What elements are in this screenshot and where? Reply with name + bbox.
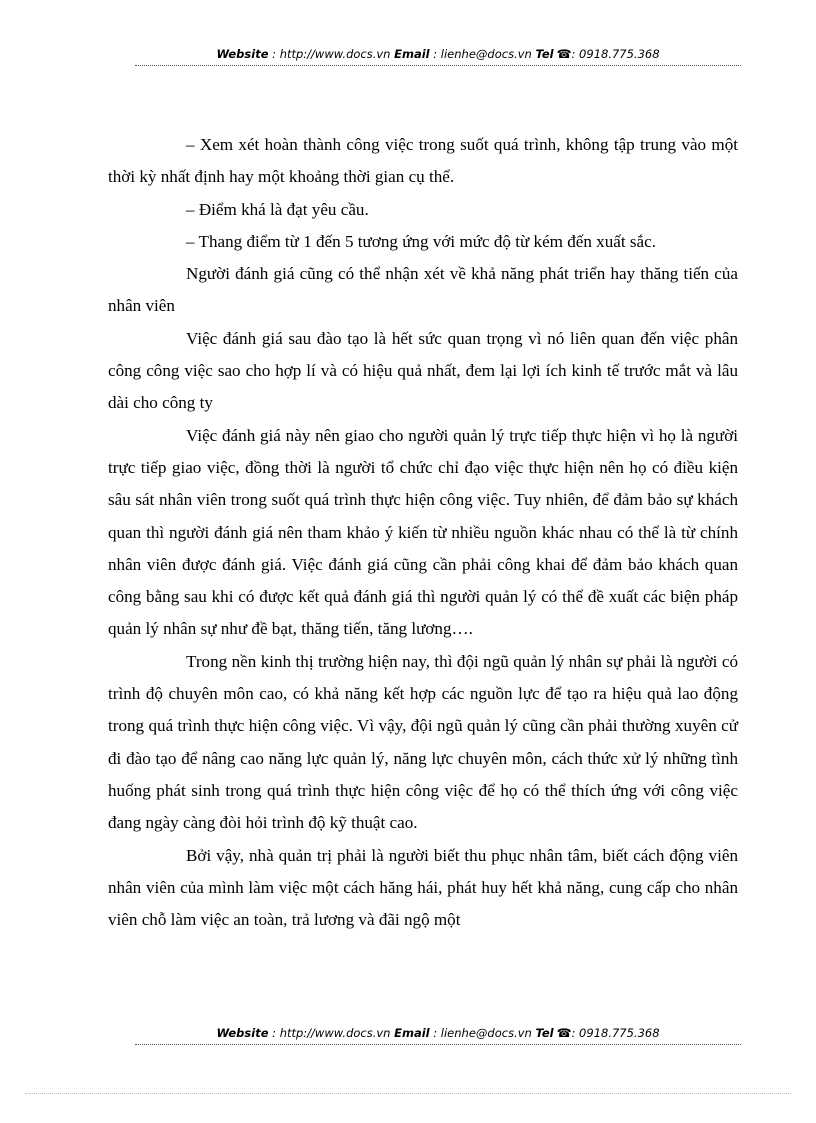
phone-icon: ☎ bbox=[556, 47, 572, 61]
paragraph: – Điểm khá là đạt yêu cầu. bbox=[186, 199, 369, 219]
paragraph: – Xem xét hoàn thành công việc trong suốt quá trình, không tập trung vào một thời kỳ nhất định hay một khoảng thời gian cụ thể. bbox=[108, 135, 738, 187]
paragraph: Trong nền kinh thị trường hiện nay, thì đội ngũ quản lý nhân sự phải là người có trình độ chuyên môn cao, có khả năng kết hợp các nguồn lực để tạo ra hiệu quả lao động trong quá trình thực hiện công việc. Vì vậy, đội ngũ quản lý cũng cần phải thường xuyên cử đi đào tạo để nâng cao năng lực quản lý, năng lực chuyên môn, cách thức xử lý những tình huống phát sinh trong quá trình thực hiện công việc để họ có thể thích ứng với công việc đang ngày càng đòi hỏi trình độ kỹ thuật cao. bbox=[108, 651, 738, 833]
document-body bbox=[108, 129, 738, 936]
header-website-link[interactable]: : http://www.docs.vn bbox=[268, 47, 395, 61]
header-email-label: Email bbox=[394, 47, 430, 61]
page-bottom-divider bbox=[25, 1093, 791, 1094]
footer-tel-label: Tel bbox=[535, 1026, 554, 1040]
paragraph: Việc đánh giá sau đào tạo là hết sức quan trọng vì nó liên quan đến việc phân công công việc sao cho hợp lí và có hiệu quả nhất, đem lại lợi ích kinh tế trước mắt và lâu dài cho công ty bbox=[108, 328, 738, 413]
header-tel-label: Tel bbox=[535, 47, 554, 61]
footer-email-label: Email bbox=[394, 1026, 430, 1040]
header-email-link[interactable]: : lienhe@docs.vn bbox=[429, 47, 536, 61]
footer-website-link[interactable]: : http://www.docs.vn bbox=[268, 1026, 395, 1040]
footer-tel-value: : 0918.775.368 bbox=[571, 1026, 660, 1040]
footer-email-link[interactable]: : lienhe@docs.vn bbox=[429, 1026, 536, 1040]
paragraph: Người đánh giá cũng có thể nhận xét về khả năng phát triển hay thăng tiến của nhân viên bbox=[108, 264, 738, 316]
page-header bbox=[135, 47, 741, 66]
paragraph: Việc đánh giá này nên giao cho người quản lý trực tiếp thực hiện vì họ là người trực tiếp giao việc, đồng thời là người tổ chức chỉ đạo việc thực hiện nên họ có điều kiện sâu sát nhân viên trong suốt quá trình thực hiện công việc. Tuy nhiên, để đảm bảo sự khách quan thì người đánh giá nên tham khảo ý kiến từ nhiều nguồn khác nhau có thể là từ chính nhân viên được đánh giá. Việc đánh giá cũng cần phải công khai để đảm bảo khách quan công bằng sau khi có được kết quả đánh giá thì người quản lý có thể đề xuất các biện pháp quản lý nhân sự như đề bạt, thăng tiến, tăng lương…. bbox=[108, 425, 738, 639]
footer-website-label: Website bbox=[216, 1026, 269, 1040]
paragraph: Bởi vậy, nhà quản trị phải là người biết thu phục nhân tâm, biết cách động viên nhân viên của mình làm việc một cách hăng hái, phát huy hết khả năng, cung cấp cho nhân viên chỗ làm việc an toàn, trả lương và đãi ngộ một bbox=[108, 845, 738, 930]
header-tel-value: : 0918.775.368 bbox=[571, 47, 660, 61]
phone-icon: ☎ bbox=[556, 1026, 572, 1040]
page-footer bbox=[135, 1026, 741, 1045]
paragraph: – Thang điểm từ 1 đến 5 tương ứng với mức độ từ kém đến xuất sắc. bbox=[186, 231, 656, 251]
header-website-label: Website bbox=[216, 47, 269, 61]
